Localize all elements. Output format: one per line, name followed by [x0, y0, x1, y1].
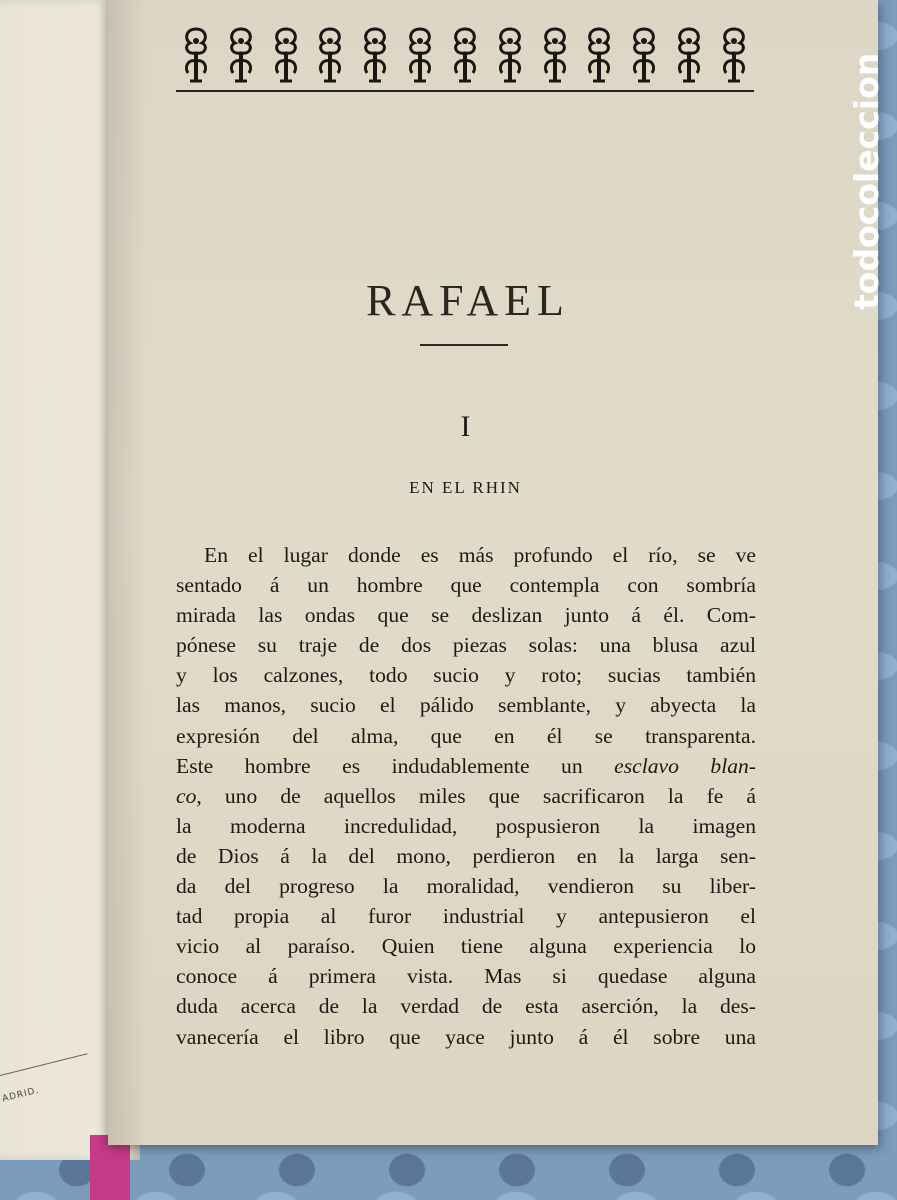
- ornament-motif: [404, 25, 436, 87]
- ornament-motif: [718, 25, 750, 87]
- text-line: [176, 781, 756, 811]
- ornament-motif: [628, 25, 660, 87]
- ornament-motif: [314, 25, 346, 87]
- text-segment: , uno de aquellos miles que sacrificaron la fe á: [196, 783, 756, 808]
- ornament-motif: [449, 25, 481, 87]
- ornament-motif: [359, 25, 391, 87]
- ornament-motif: [270, 25, 302, 87]
- text-line: las manos, sucio el pálido semblante, y abyecta la: [176, 693, 756, 718]
- text-line: vanecería el libro que yace junto á él sobre una: [176, 1024, 756, 1049]
- text-line: y los calzones, todo sucio y roto; sucias también: [176, 663, 756, 688]
- text-line: de Dios á la del mono, perdieron en la larga sen-: [176, 843, 756, 868]
- ornament-motif: [539, 25, 571, 87]
- italic-segment: co: [176, 783, 197, 808]
- ornament-motif: [180, 25, 212, 87]
- page-title: RAFAEL: [366, 276, 570, 325]
- text-line: pónese su traje de dos piezas solas: una blusa azul: [176, 633, 756, 658]
- chapter-number: I: [460, 410, 471, 443]
- text-line: En el lugar donde es más profundo el río, se ve: [204, 543, 756, 567]
- book-page: [108, 0, 878, 1145]
- chapter-subtitle: EN EL RHIN: [409, 478, 522, 497]
- watermark: [847, 10, 887, 310]
- ornament-motif: [225, 25, 257, 87]
- text-line: vicio al paraíso. Quien tiene alguna experiencia lo: [176, 934, 756, 959]
- text-segment: Este hombre es indudablemente un: [176, 753, 615, 778]
- text-line: conoce á primera vista. Mas si quedase alguna: [176, 964, 756, 989]
- header-ornament-band: [176, 22, 754, 92]
- text-line: mirada las ondas que se deslizan junto á él. Com-: [176, 603, 756, 628]
- text-line: expresión del alma, que en él se transparenta.: [176, 723, 756, 748]
- text-line: [176, 751, 756, 781]
- imprint-rule: [0, 1053, 87, 1076]
- text-line: sentado á un hombre que contempla con sombría: [176, 573, 756, 598]
- ornament-motif: [673, 25, 705, 87]
- text-line: duda acerca de la verdad de esta aserción, la des-: [176, 994, 756, 1019]
- text-line: da del progreso la moralidad, vendieron su liber-: [176, 874, 756, 899]
- text-line: la moderna incredulidad, pospusieron la imagen: [176, 813, 756, 838]
- imprint-text: ADRID.: [1, 1085, 41, 1105]
- ornament-motif: [494, 25, 526, 87]
- watermark-text: todocoleccion: [847, 52, 886, 310]
- ornament-motif: [583, 25, 615, 87]
- text-line: tad propia al furor industrial y antepusieron el: [176, 904, 756, 929]
- italic-segment: esclavo blan-: [614, 753, 756, 778]
- body-text: [176, 540, 756, 1052]
- title-rule: [420, 344, 508, 346]
